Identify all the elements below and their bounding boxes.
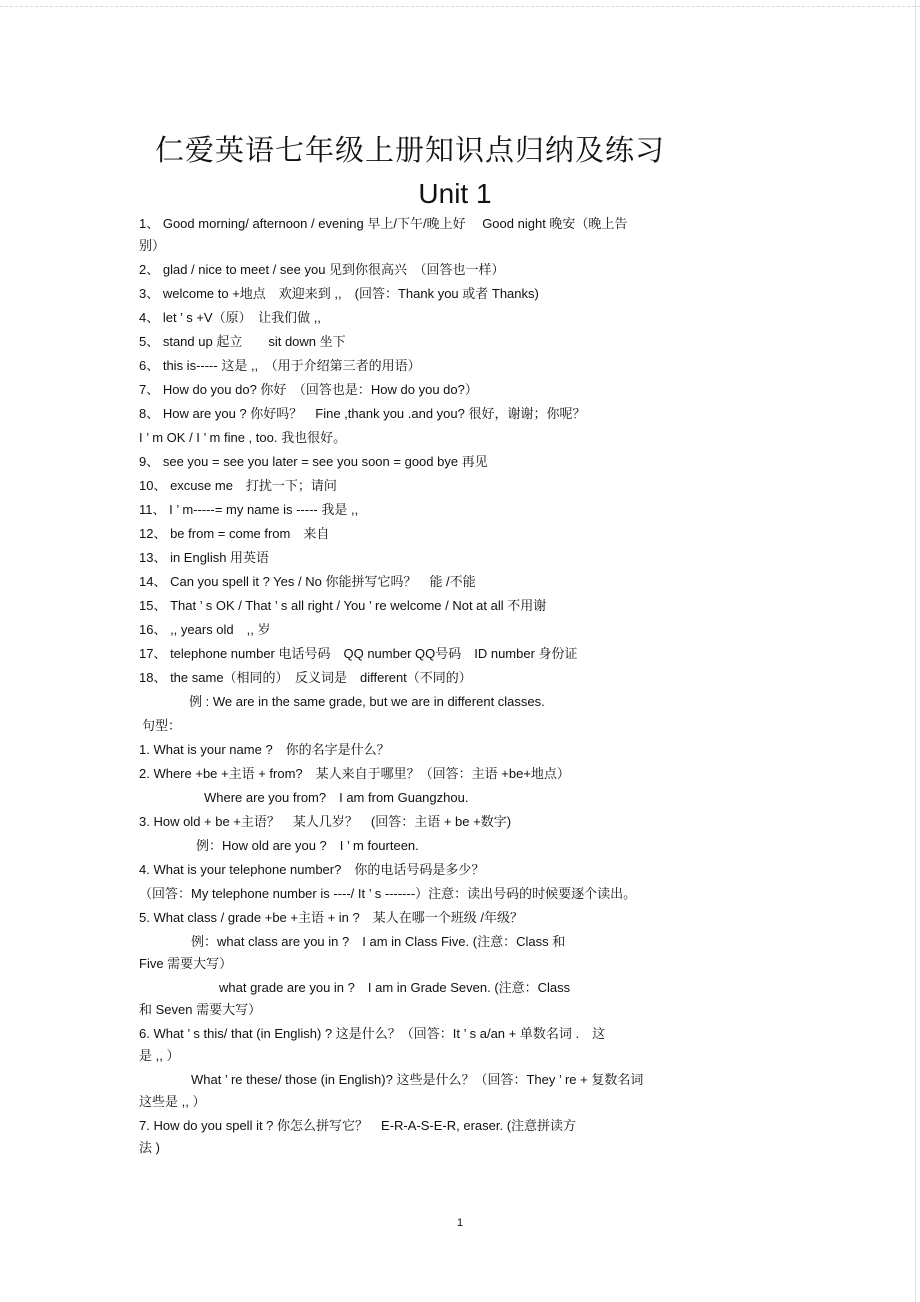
page-right-edge xyxy=(915,0,916,1302)
vocab-line: 别） xyxy=(139,238,166,253)
vocab-line: 16、 ,, years old ,, 岁 xyxy=(139,622,271,637)
document-body xyxy=(139,216,689,1164)
pattern-line: 7. How do you spell it ? 你怎么拼写它？ E-R-A-S-E-R, eraser. (注意拼读方 xyxy=(139,1118,577,1133)
pattern-line: 6. What ’ s this/ that (in English) ? 这是什么？（回答：It ’ s a/an + 单数名词 . 这 xyxy=(139,1026,606,1041)
pattern-example: Five 需要大写） xyxy=(139,956,233,971)
pattern-line: 1. What is your name ? 你的名字是什么？ xyxy=(139,742,390,757)
vocab-line: 2、 glad / nice to meet / see you 见到你很高兴 （回答也一样） xyxy=(139,262,505,277)
pattern-line: 4. What is your telephone number? 你的电话号码是多少？ xyxy=(139,862,485,877)
page-number: 1 xyxy=(456,1217,464,1229)
vocab-line: 5、 stand up 起立 sit down 坐下 xyxy=(139,334,346,349)
pattern-line: 3. How old + be +主语？ 某人几岁？ (回答：主语 + be +数字) xyxy=(139,814,512,829)
page-top-edge xyxy=(0,6,920,7)
vocab-line: 4、 let ’ s +V（原） 让我们做 ,, xyxy=(139,310,321,325)
pattern-line: 5. What class / grade +be +主语 + in ? 某人在哪一个班级 /年级？ xyxy=(139,910,523,925)
sentence-pattern-heading: 句型： xyxy=(142,718,182,733)
pattern-line: （回答：My telephone number is ----/ It ’ s -------）注意：读出号码的时候要逐个读出。 xyxy=(139,886,637,901)
vocab-line: 12、 be from = come from 来自 xyxy=(139,526,330,541)
pattern-example: What ’ re these/ those (in English)? 这些是什么？（回答：They ’ re + 复数名词 xyxy=(191,1072,644,1087)
pattern-line: 2. Where +be +主语 + from? 某人来自于哪里？（回答：主语 +be+地点） xyxy=(139,766,570,781)
vocab-line: 13、 in English 用英语 xyxy=(139,550,270,565)
vocab-line: 15、 That ’ s OK / That ’ s all right / You ’ re welcome / Not at all 不用谢 xyxy=(139,598,547,613)
example-line: 例 : We are in the same grade, but we are in different classes. xyxy=(189,694,545,709)
vocab-line: 9、 see you = see you later = see you soon = good bye 再见 xyxy=(139,454,488,469)
vocab-line: 18、 the same（相同的） 反义词是 different（不同的） xyxy=(139,670,472,685)
vocab-line: 14、 Can you spell it ? Yes / No 你能拼写它吗？ 能 /不能 xyxy=(139,574,476,589)
pattern-example: Where are you from? I am from Guangzhou. xyxy=(204,790,469,805)
vocab-line: 11、 I ’ m-----= my name is ----- 我是 ,, xyxy=(139,502,359,517)
pattern-example: 例：what class are you in ? I am in Class Five. (注意：Class 和 xyxy=(191,934,566,949)
pattern-example: 这些是 ,, ） xyxy=(139,1094,206,1109)
vocab-line: 3、 welcome to +地点 欢迎来到 ,, (回答：Thank you 或者 Thanks) xyxy=(139,286,539,301)
pattern-line: 是 ,, ） xyxy=(139,1048,180,1063)
document-title: 仁爱英语七年级上册知识点归纳及练习 xyxy=(154,133,665,167)
pattern-example: what grade are you in ? I am in Grade Seven. (注意：Class xyxy=(219,980,571,995)
vocab-line: 1、 Good morning/ afternoon / evening 早上/下午/晚上好 Good night 晚安（晚上告 xyxy=(139,216,628,231)
vocab-line: I ’ m OK / I ’ m fine , too. 我也很好。 xyxy=(139,430,347,445)
vocab-line: 17、 telephone number 电话号码 QQ number QQ号码 ID number 身份证 xyxy=(139,646,578,661)
pattern-example: 和 Seven 需要大写） xyxy=(139,1002,262,1017)
vocab-line: 6、 this is----- 这是 ,, （用于介绍第三者的用语） xyxy=(139,358,421,373)
vocab-line: 10、 excuse me 打扰一下；请问 xyxy=(139,478,337,493)
vocab-line: 7、 How do you do? 你好 （回答也是：How do you do?） xyxy=(139,382,478,397)
pattern-example: 例：How old are you ? I ’ m fourteen. xyxy=(196,838,419,853)
vocab-line: 8、 How are you ? 你好吗？ Fine ,thank you .and you? 很好，谢谢；你呢？ xyxy=(139,406,586,421)
pattern-line: 法 ) xyxy=(139,1140,160,1155)
unit-heading: Unit 1 xyxy=(418,178,492,209)
